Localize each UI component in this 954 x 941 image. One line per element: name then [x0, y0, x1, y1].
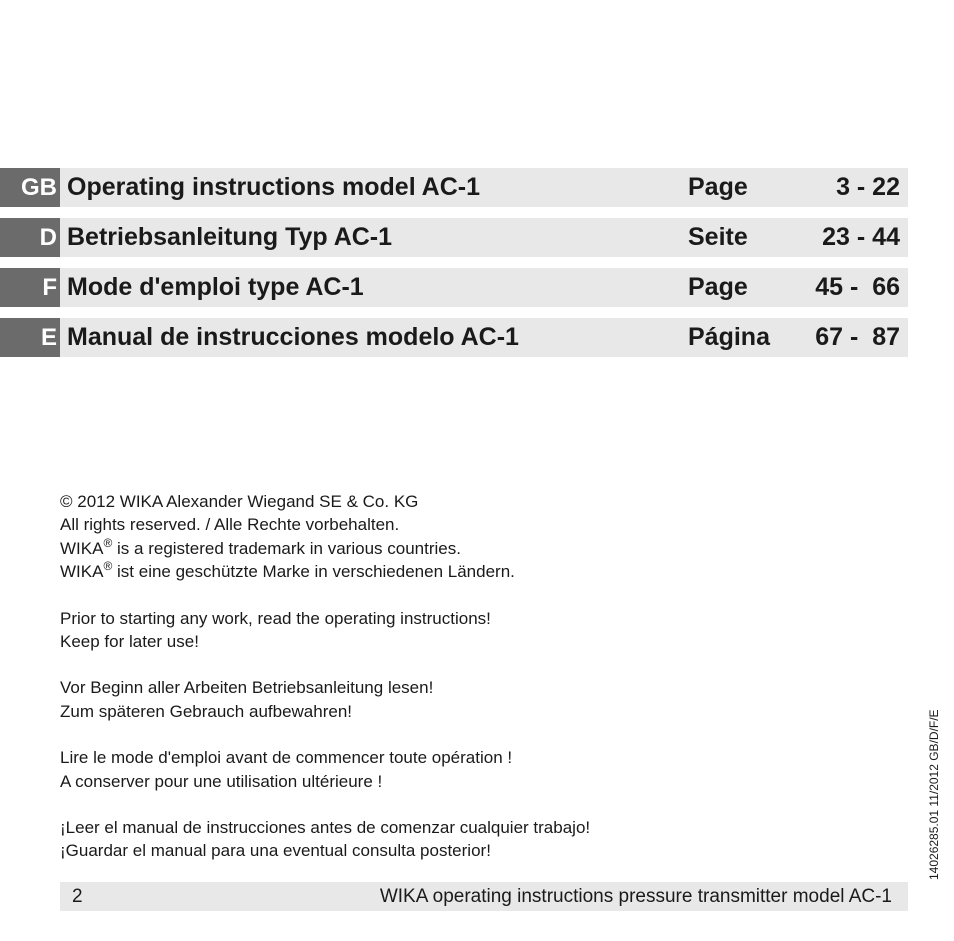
- page-number: 2: [72, 886, 83, 907]
- language-index: [0, 168, 908, 368]
- notice-es: [60, 816, 760, 863]
- toc-page-range: 23 - 44: [822, 223, 900, 251]
- language-code-badge: GB: [0, 168, 60, 207]
- trademark-line-de: [60, 560, 760, 583]
- toc-page-range: 3 - 22: [836, 173, 900, 201]
- language-code-badge: F: [0, 268, 60, 307]
- toc-title: Operating instructions model AC-1: [67, 173, 481, 201]
- notice-line: Vor Beginn aller Arbeiten Betriebsanleitung lesen!: [60, 678, 434, 698]
- toc-title: Mode d'emploi type AC-1: [67, 273, 364, 301]
- notice-line: Lire le mode d'emploi avant de commencer toute opération !: [60, 748, 513, 768]
- copyright-block: [60, 490, 760, 584]
- toc-page-range: 67 - 87: [815, 323, 900, 351]
- notice-fr: [60, 746, 760, 793]
- rights-line: All rights reserved. / Alle Rechte vorbehalten.: [60, 515, 400, 535]
- toc-page-label: Página: [688, 323, 770, 351]
- notice-en: [60, 607, 760, 654]
- notice-line: Zum späteren Gebrauch aufbewahren!: [60, 701, 353, 721]
- toc-row-e: [0, 318, 908, 357]
- toc-page-range: 45 - 66: [815, 273, 900, 301]
- footer-title: WIKA operating instructions pressure transmitter model AC-1: [379, 886, 892, 907]
- copyright-line: © 2012 WIKA Alexander Wiegand SE & Co. KG: [60, 492, 419, 511]
- toc-row-f: [0, 268, 908, 307]
- brand-name: WIKA: [60, 538, 104, 558]
- toc-page-label: Seite: [688, 223, 748, 251]
- language-code-badge: E: [0, 318, 60, 357]
- trademark-line-en: [60, 537, 760, 560]
- toc-title: Betriebsanleitung Typ AC-1: [67, 223, 393, 251]
- toc-row-d: [0, 218, 908, 257]
- toc-row-gb: [0, 168, 908, 207]
- document-code: 14026285.01 11/2012 GB/D/F/E: [927, 709, 941, 880]
- toc-page-label: Page: [688, 273, 748, 301]
- toc-page-label: Page: [688, 173, 748, 201]
- notice-de: [60, 676, 760, 723]
- registered-mark: ®: [103, 535, 113, 550]
- legal-notes: [60, 490, 760, 886]
- notice-line: A conserver pour une utilisation ultérieure !: [60, 771, 383, 791]
- page-footer: [60, 882, 908, 911]
- registered-mark: ®: [103, 559, 113, 574]
- trademark-text: ist eine geschützte Marke in verschiedenen Ländern.: [112, 562, 515, 582]
- language-code-badge: D: [0, 218, 60, 257]
- trademark-text: is a registered trademark in various countries.: [112, 538, 461, 558]
- notice-line: Prior to starting any work, read the operating instructions!: [60, 608, 491, 628]
- notice-line: ¡Guardar el manual para una eventual consulta posterior!: [60, 841, 491, 861]
- toc-title: Manual de instrucciones modelo AC-1: [67, 323, 519, 351]
- notice-line: ¡Leer el manual de instrucciones antes de comenzar cualquier trabajo!: [60, 818, 591, 838]
- notice-line: Keep for later use!: [60, 632, 199, 652]
- brand-name: WIKA: [60, 562, 104, 582]
